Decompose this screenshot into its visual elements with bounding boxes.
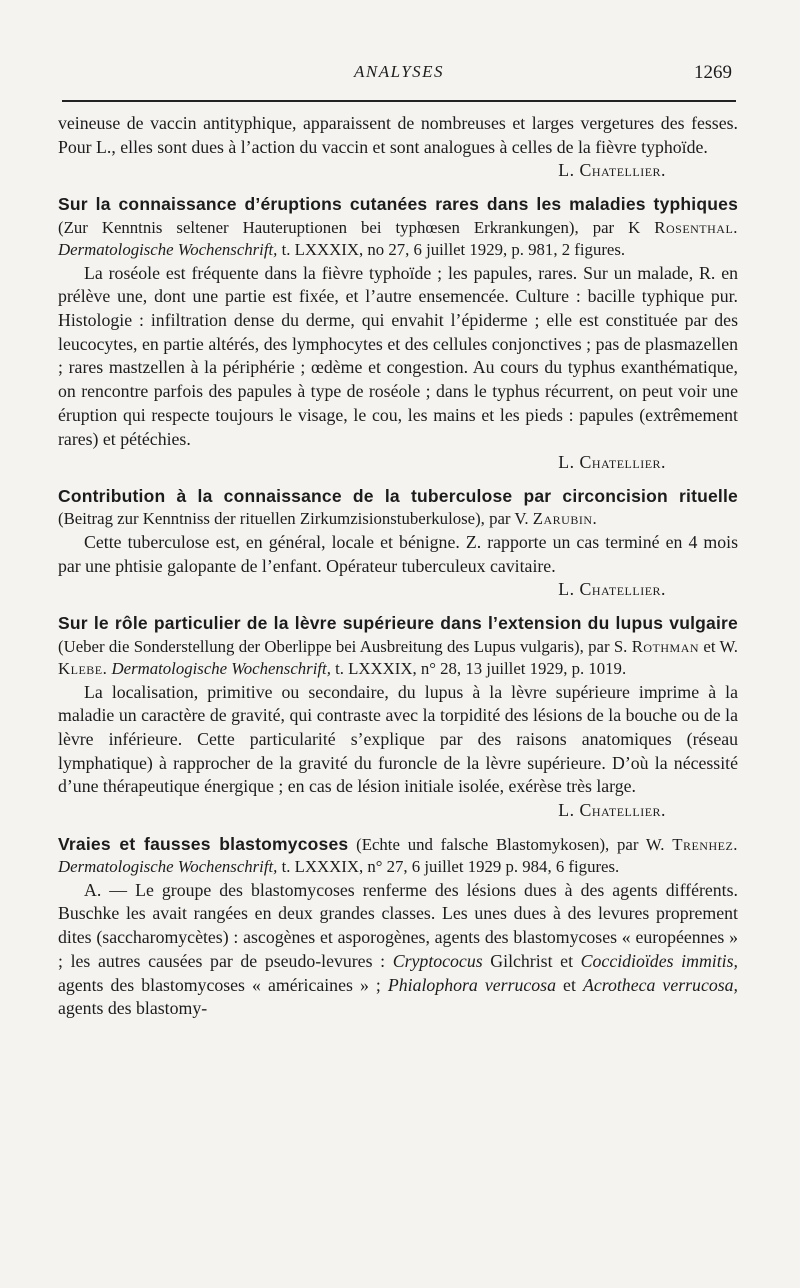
journal-name: Dermatologische Wochenschrift, [58,857,278,877]
article-title: Vraies et fausses blastomycoses [58,833,349,854]
author-name: Rosenthal. [654,217,738,237]
article-reference: (Beitrag zur Kenntniss der rituellen Zirkumzisionstuberkulose), par V. Zarubin. [58,509,598,529]
article-reference: (Ueber die Sonderstellung der Oberlippe bei Ausbreitung des Lupus vulgaris), par S. Rothman et W. Klebe. Dermatologische Wochenschrift, t. LXXXIX, n° 28, 13 juillet 1929, p. 1019. [58,636,738,679]
author-name: Rothman [631,636,700,656]
journal-name: Dermatologische Wochenschrift, [111,659,331,679]
article-heading [58,193,738,262]
article-reference: (Echte und falsche Blastomykosen), par W. Trenhez. Dermatologische Wochenschrift, t. LXXXIX, n° 27, 6 juillet 1929 p. 984, 6 figures. [58,834,738,877]
article-heading [58,612,738,681]
page-number: 1269 [694,62,732,83]
article-abstract: La localisation, primitive ou secondaire, du lupus à la lèvre supérieure imprime à la maladie un caractère de gravité, qui contraste avec la torpidité des lésions de la bouche ou de la lèvre inférieure. Cette particularité s’explique par des raisons anatomiques (réseau lymphatique) à rapprocher de la gravité du furoncle de la lèvre supérieure. D’où la nécessité d’une thérapeutique énergique ; en cas de lésion initiale isolée, exérèse très large. [58,681,738,797]
article-title: Sur la connaissance d’éruptions cutanées rares dans les maladies typhiques [58,194,738,215]
article-abstract: La roséole est fréquente dans la fièvre typhoïde ; les papules, rares. Sur un malade, R. en prélève une, dont une partie est fixée, et l’autre ensemencée. Culture : bacille typhique pur. Histologie : infiltration dense du derme, qui envahit l’épiderme ; elle est constituée par des leucocytes, en partie altérés, des lymphocytes et des cellules conjonctives ; pas de plasmazellen ; rares mastzellen à la périphérie ; œdème et congestion. Au cours du typhus exanthématique, on rencontre parfois des papules à type de roséole ; dans le typhus récurrent, on peut voir une éruption qui respecte toujours le visage, le cou, les mains et les pieds : papules (extrêmement rares) et pétéchies. [58,262,738,449]
article-heading [58,833,738,879]
author-name: Trenhez. [672,834,738,854]
article-column [58,112,738,1021]
article-abstract: Cette tuberculose est, en général, locale et bénigne. Z. rapporte un cas terminé en 4 mois par une phtisie galopante de l’enfant. Opérateur tuberculeux cavitaire. [58,531,738,576]
article-title: Sur le rôle particulier de la lèvre supérieure dans l’extension du lupus vulgaire [58,613,738,634]
article-title: Contribution à la connaissance de la tuberculose par circoncision rituelle [58,485,738,506]
journal-name: Dermatologische Wochenschrift, [58,240,278,260]
signature: L. Chatellier. [558,160,666,181]
signature: L. Chatellier. [558,579,666,600]
author-name: Zarubin. [532,509,598,529]
continuation-paragraph: veineuse de vaccin antityphique, apparaissent de nombreuses et larges vergetures des fesses. Pour L., elles sont dues à l’action du vaccin et sont analogues à celles de la fièvre typhoïde. [58,113,738,157]
signature: L. Chatellier. [558,452,666,473]
running-title: ANALYSES [353,62,445,81]
signature: L. Chatellier. [558,800,666,821]
article-abstract: A. — Le groupe des blastomycoses renferme des lésions dues à des agents différents. Buschke les avait rangées en deux grandes classes. Les unes dues à des levures proprement dites (saccharomycètes) : ascogènes et asporogènes, agents des blastomycoses « européennes » ; les autres causées par de pseudo-levures : Cryptococus Gilchrist et Coccidioïdes immitis, agents des blastomycoses « américaines » ; Phialophora verrucosa et Acrotheca verrucosa, agents des blastomy- [58,879,738,1019]
article-heading [58,485,738,531]
header-rule [62,100,736,102]
page-header [62,62,736,88]
author-name: Klebe. [58,659,108,679]
article-reference: (Zur Kenntnis seltener Hauteruptionen bei typhœsen Erkrankungen), par K Rosenthal. Dermatologische Wochenschrift, t. LXXXIX, no 27, 6 juillet 1929, p. 981, 2 figures. [58,217,738,260]
